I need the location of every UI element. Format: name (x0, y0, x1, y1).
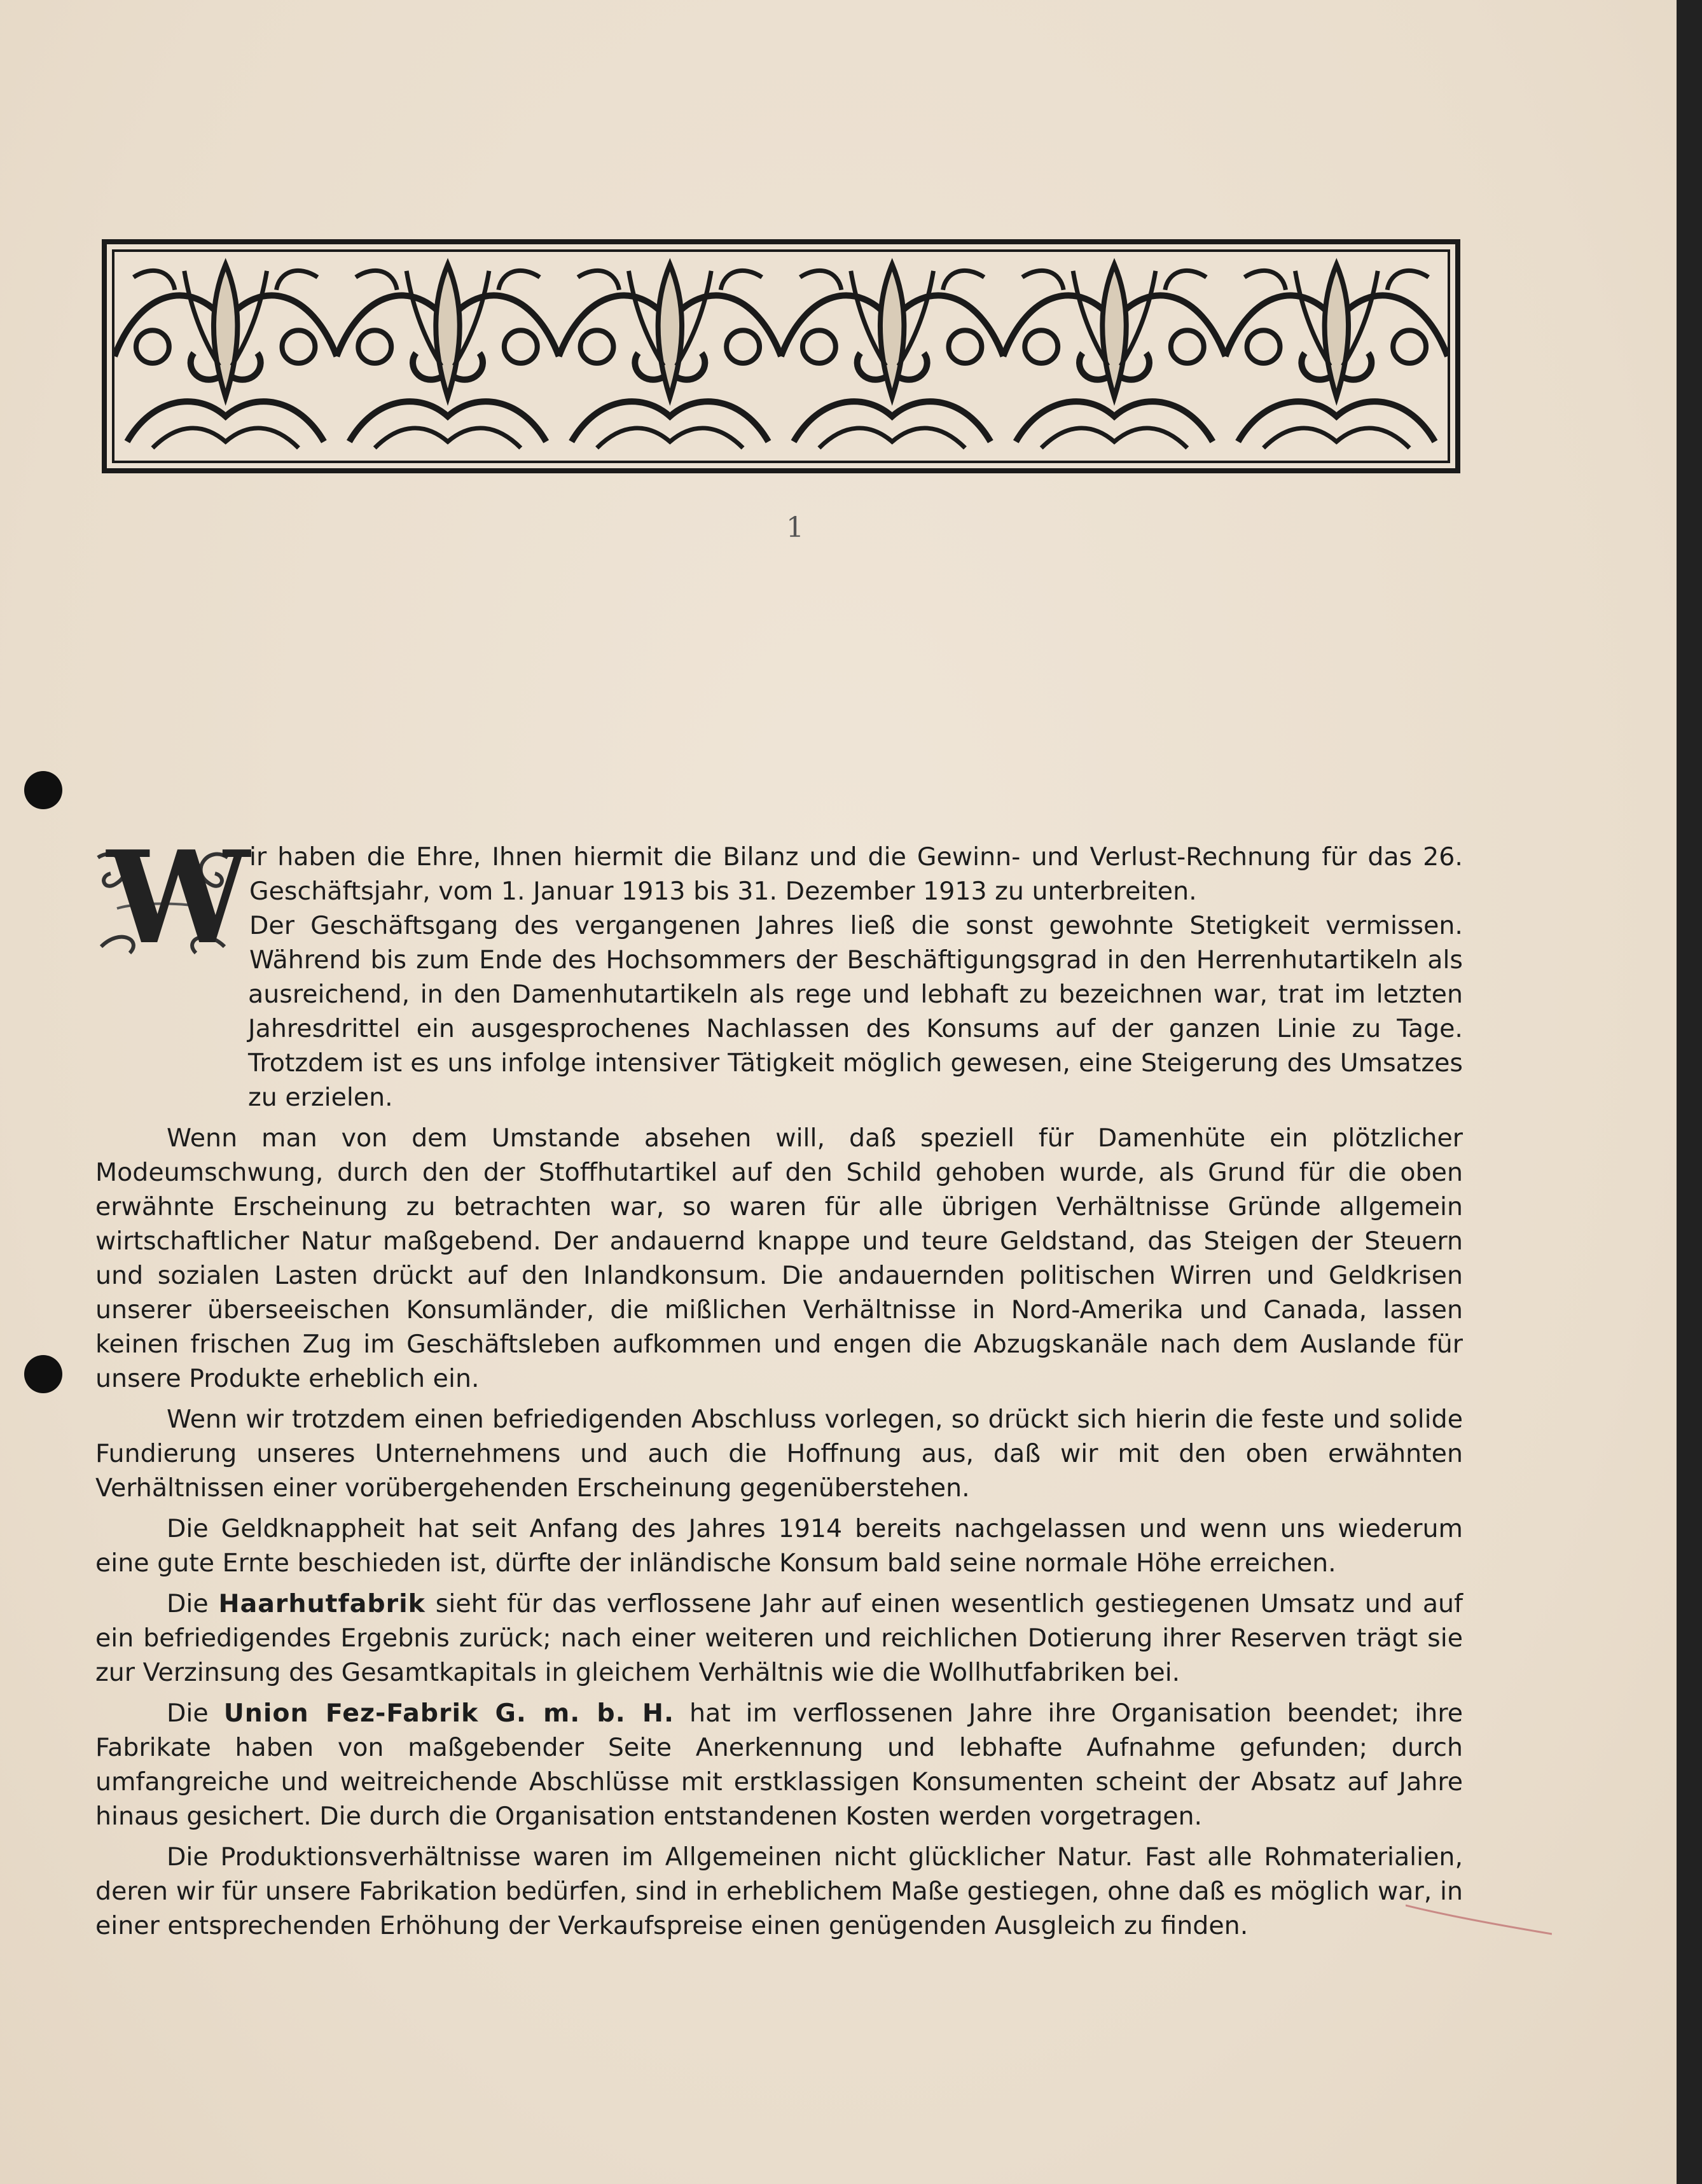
paragraph-3: Wenn wir trotzdem einen befriedigenden Abschluss vorlegen, so drückt sich hierin die feste und solide Fundierung unseres Unternehmens und auch die Hoffnung aus, daß wir mit den oben erwähnten Verhältnissen einer vorübergehenden Erscheinung gegenüberstehen. (95, 1405, 1463, 1503)
haarhutfabrik-heading: Haarhutfabrik (218, 1589, 426, 1618)
ornament-motif-3 (559, 265, 781, 448)
paragraph-7: Die Produktionsverhältnisse waren im Allgemeinen nicht glücklicher Natur. Fast alle Rohmaterialien, deren wir für unsere Fabrikation bedürfen, sind in erheblichem Maße gestiegen, ohne daß es möglich war, in einer entsprechenden Erhöhung der Verkaufspreise einen genügenden Ausgleich zu finden. (95, 1842, 1463, 1940)
paragraph-6-text: hat im verflossenen Jahre ihre Organisation beendet; ihre Fabrikate haben von maßgebender Seite Anerkennung und lebhafte Aufnahme gefunden; durch umfangreiche und weitreichende Abschlüsse mit erstklassigen Konsumenten scheint der Absatz auf Jahre hinaus gesichert. Die durch die Organisation entstandenen Kosten werden vorgetragen. (95, 1699, 1463, 1831)
paragraph-6 (95, 1696, 1463, 1833)
page-number: 1 (786, 511, 804, 544)
ornament-motif-6 (1226, 265, 1448, 448)
dropcap-letter: W (107, 823, 250, 973)
paragraph-1-opening: ir haben die Ehre, Ihnen hiermit die Bilanz und die Gewinn- und Verlust-Rechnung für das 26. Geschäftsjahr, vom 1. Januar 1913 bis 31. Dezember 1913 zu unterbreiten. (249, 842, 1463, 906)
dropcap-ornament (92, 823, 250, 973)
ornament-motif-2 (336, 265, 558, 448)
paragraph-6-lead: Die (167, 1699, 224, 1728)
scan-edge (1677, 0, 1702, 2184)
ornamental-header-banner (102, 239, 1460, 473)
paragraph-1 (95, 823, 1463, 1115)
ornament-motif-5 (1003, 265, 1225, 448)
paragraph-5 (95, 1587, 1463, 1690)
paragraph-5-lead: Die (167, 1589, 219, 1618)
pencil-stroke-mark (1406, 1899, 1552, 1937)
union-fez-fabrik-heading: Union Fez-Fabrik G. m. b. H. (223, 1699, 674, 1728)
ornament-motif-1 (114, 265, 336, 448)
paragraph-5-text: sieht für das verflossene Jahr auf einen wesentlich gestiegenen Umsatz und auf ein befriedigendes Ergebnis zurück; nach einer weiteren und reichlichen Dotierung ihrer Reserven trägt sie zur Verzinsung des Gesamtkapitals in gleichem Verhältnis wie die Wollhutfabriken bei. (95, 1589, 1463, 1687)
paragraph-2: Wenn man von dem Umstande absehen will, daß speziell für Damenhüte ein plötzlicher Modeumschwung, durch den der Stoffhutartikel auf den Schild gehoben wurde, als Grund für die oben erwähnte Erscheinung zu betrachten war, so waren für alle übrigen Verhältnisse Gründe allgemein wirtschaftlicher Natur maßgebend. Der andauernd knappe und teure Geldstand, das Steigen der Steuern und sozialen Lasten drückt auf den Inlandkonsum. Die andauernden politischen Wirren und Geldkrisen unserer überseeischen Konsumländer, die mißlichen Verhältnisse in Nord-Amerika und Canada, lassen keinen frischen Zug im Geschäftsleben aufkommen und engen die Abzugskanäle nach dem Auslande für unsere Produkte erheblich ein. (95, 1123, 1463, 1393)
banner-frame (112, 249, 1450, 463)
ornament-motif-4 (781, 265, 1003, 448)
ornament-pattern (114, 252, 1448, 461)
body-text (95, 823, 1463, 1949)
paragraph-4: Die Geldknappheit hat seit Anfang des Jahres 1914 bereits nachgelassen und wenn uns wiederum eine gute Ernte beschieden ist, dürfte der inländische Konsum bald seine normale Höhe erreichen. (95, 1514, 1463, 1578)
punch-hole-top (24, 771, 62, 809)
paragraph-1-continuation: Der Geschäftsgang des vergangenen Jahres ließ die sonst gewohnte Stetigkeit vermissen. Während bis zum Ende des Hochsommers der Beschäftigungsgrad in den Herrenhutartikeln als ausreichend, in den Damenhutartikeln als rege und lebhaft zu bezeichnen war, trat im letzten Jahresdrittel ein ausgesprochenes Nachlassen des Konsums auf der ganzen Linie zu Tage. Trotzdem ist es uns infolge intensiver Tätigkeit möglich gewesen, eine Steigerung des Umsatzes zu erzielen. (248, 911, 1463, 1112)
punch-hole-bottom (24, 1355, 62, 1393)
